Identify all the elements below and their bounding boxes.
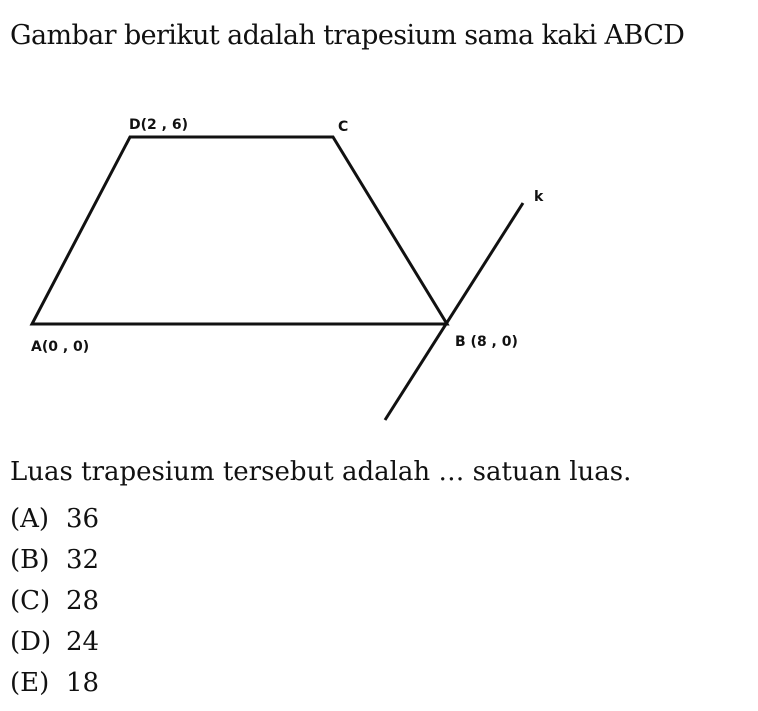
vertex-label-a: A(0 , 0) [31,339,90,355]
option-letter: (B) [10,545,50,575]
option-letter: (D) [10,627,52,657]
option-letter: (C) [10,586,51,616]
option-b[interactable] [10,541,99,582]
vertex-label-c: C [338,119,349,135]
vertex-label-d: D(2 , 6) [129,117,188,133]
line-label-k: k [534,189,544,205]
vertex-label-b: B (8 , 0) [455,334,518,350]
option-value: 18 [66,668,100,698]
problem-title: Gambar berikut adalah trapesium sama kaki ABCD [10,20,685,51]
option-e[interactable] [10,664,99,705]
option-value: 28 [66,586,100,616]
option-d[interactable] [10,623,99,664]
option-letter: (A) [10,504,50,534]
option-c[interactable] [10,582,99,623]
line-k [385,203,523,420]
question-text: Luas trapesium tersebut adalah … satuan luas. [10,457,632,487]
trapezoid-abcd [32,137,447,324]
option-value: 36 [66,504,100,534]
answer-options [10,500,99,705]
option-letter: (E) [10,668,50,698]
option-value: 24 [66,627,100,657]
option-a[interactable] [10,500,99,541]
option-value: 32 [66,545,100,575]
